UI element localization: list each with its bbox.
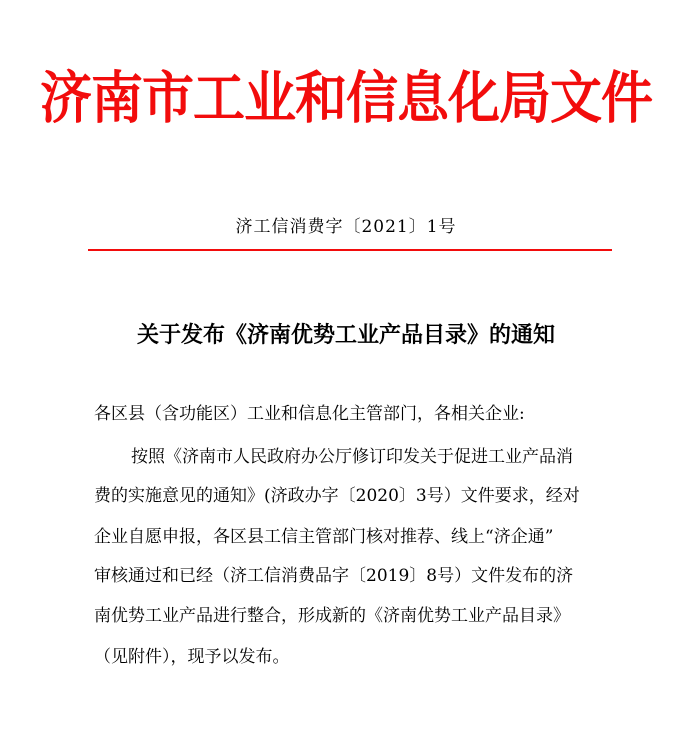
red-divider-line bbox=[88, 249, 612, 251]
body-line: 审核通过和已经（济工信消费品字〔2019〕8号）文件发布的济 bbox=[94, 566, 574, 586]
notice-title: 关于发布《济南优势工业产品目录》的通知 bbox=[136, 322, 555, 348]
body-line: 费的实施意见的通知》(济政办字〔2020〕3号）文件要求，经对 bbox=[94, 486, 580, 506]
body-line: 按照《济南市人民政府办公厅修订印发关于促进工业产品消 bbox=[131, 447, 573, 467]
document-number: 济工信消费字〔2021〕1号 bbox=[235, 217, 457, 237]
salutation: 各区县（含功能区）工业和信息化主管部门，各相关企业: bbox=[94, 404, 525, 424]
body-line: 南优势工业产品进行整合，形成新的《济南优势工业产品目录》 bbox=[94, 606, 570, 626]
issuer-header-title: 济南市工业和信息化局文件 bbox=[39, 66, 652, 132]
body-line: （见附件），现予以发布。 bbox=[94, 647, 290, 667]
body-line: 企业自愿申报，各区县工信主管部门核对推荐、线上“济企通” bbox=[94, 527, 554, 547]
